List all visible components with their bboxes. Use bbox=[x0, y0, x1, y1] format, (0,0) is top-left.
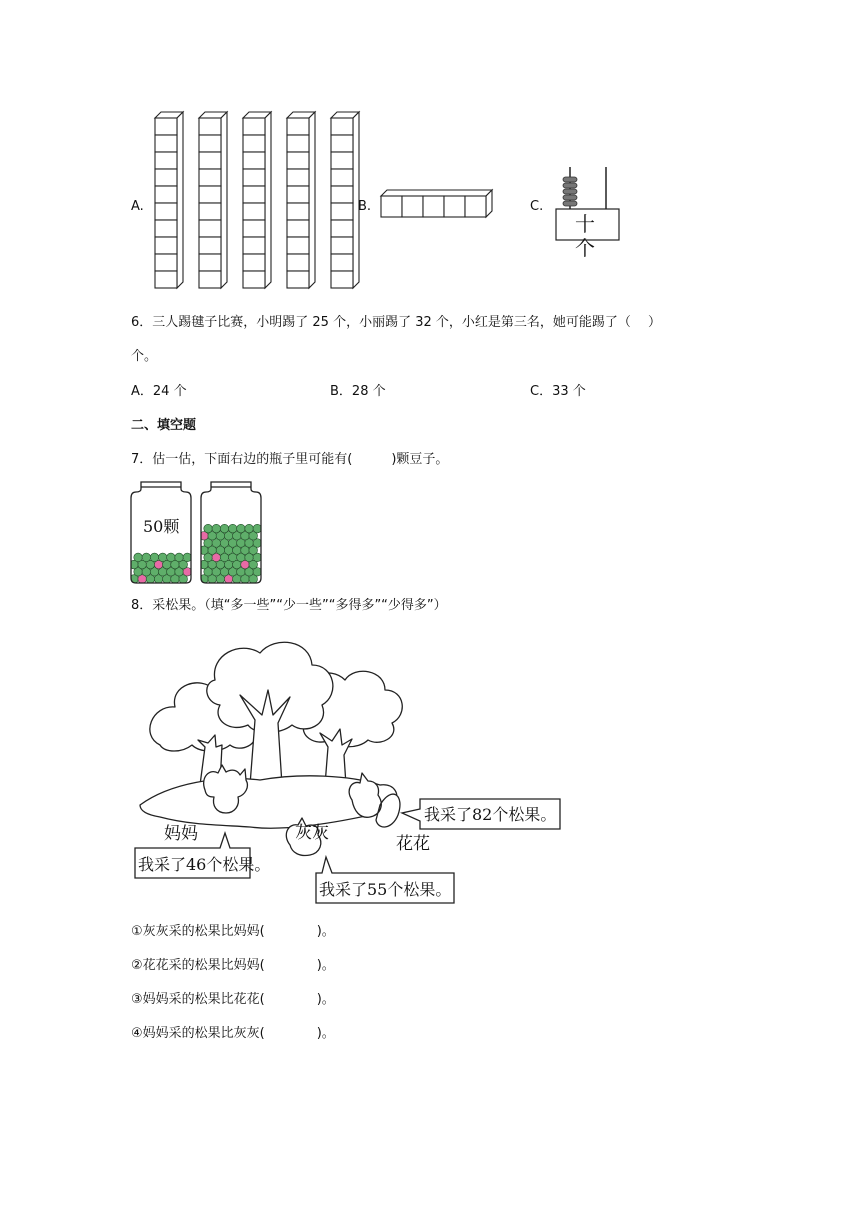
q6-option-a: A．24 个 bbox=[131, 384, 187, 399]
ten-rod bbox=[331, 112, 359, 288]
bubble-huihui-text: 我采了55个松果。 bbox=[319, 880, 452, 899]
section-title-fill-blank: 二、填空题 bbox=[131, 418, 197, 433]
q8-sub-4: ④妈妈采的松果比灰灰( )。 bbox=[131, 1026, 335, 1041]
option-a-label: A. bbox=[131, 199, 144, 214]
name-huihui: 灰灰 bbox=[295, 823, 329, 843]
abacus-beads bbox=[563, 177, 577, 206]
ten-rods-figure bbox=[150, 110, 360, 300]
abacus-place-label: 十 个 bbox=[575, 212, 601, 260]
unit-cubes-figure bbox=[378, 188, 498, 220]
q8-sub-2: ②花花采的松果比妈妈( )。 bbox=[131, 958, 335, 973]
unit-cube-row bbox=[381, 190, 492, 217]
ten-rod bbox=[243, 112, 271, 288]
q6-text-line2: 个。 bbox=[131, 349, 158, 364]
name-mama: 妈妈 bbox=[164, 824, 198, 844]
bubble-mama-text: 我采了46个松果。 bbox=[138, 855, 271, 874]
jar-count-label: 50颗 bbox=[143, 517, 180, 536]
q6-text-line1: 6．三人踢毽子比赛，小明踢了 25 个，小丽踢了 32 个，小红是第三名，她可能踢了（ ） bbox=[131, 315, 662, 330]
q8-text: 8．采松果。（填“多一些”“少一些”“多得多”“少得多”） bbox=[131, 598, 447, 613]
ten-rod bbox=[199, 112, 227, 288]
name-huahua: 花花 bbox=[396, 834, 430, 854]
bubble-huahua-text: 我采了82个松果。 bbox=[424, 805, 557, 824]
q6-option-c: C．33 个 bbox=[530, 384, 586, 399]
ten-rod bbox=[287, 112, 315, 288]
ten-rod bbox=[155, 112, 183, 288]
q8-sub-1: ①灰灰采的松果比妈妈( )。 bbox=[131, 924, 335, 939]
option-c-label: C. bbox=[530, 199, 544, 214]
q6-option-b: B．28 个 bbox=[330, 384, 386, 399]
q7-text: 7．估一估，下面右边的瓶子里可能有( )颗豆子。 bbox=[131, 452, 449, 467]
q8-sub-3: ③妈妈采的松果比花花( )。 bbox=[131, 992, 335, 1007]
option-b-label: B. bbox=[358, 199, 372, 214]
